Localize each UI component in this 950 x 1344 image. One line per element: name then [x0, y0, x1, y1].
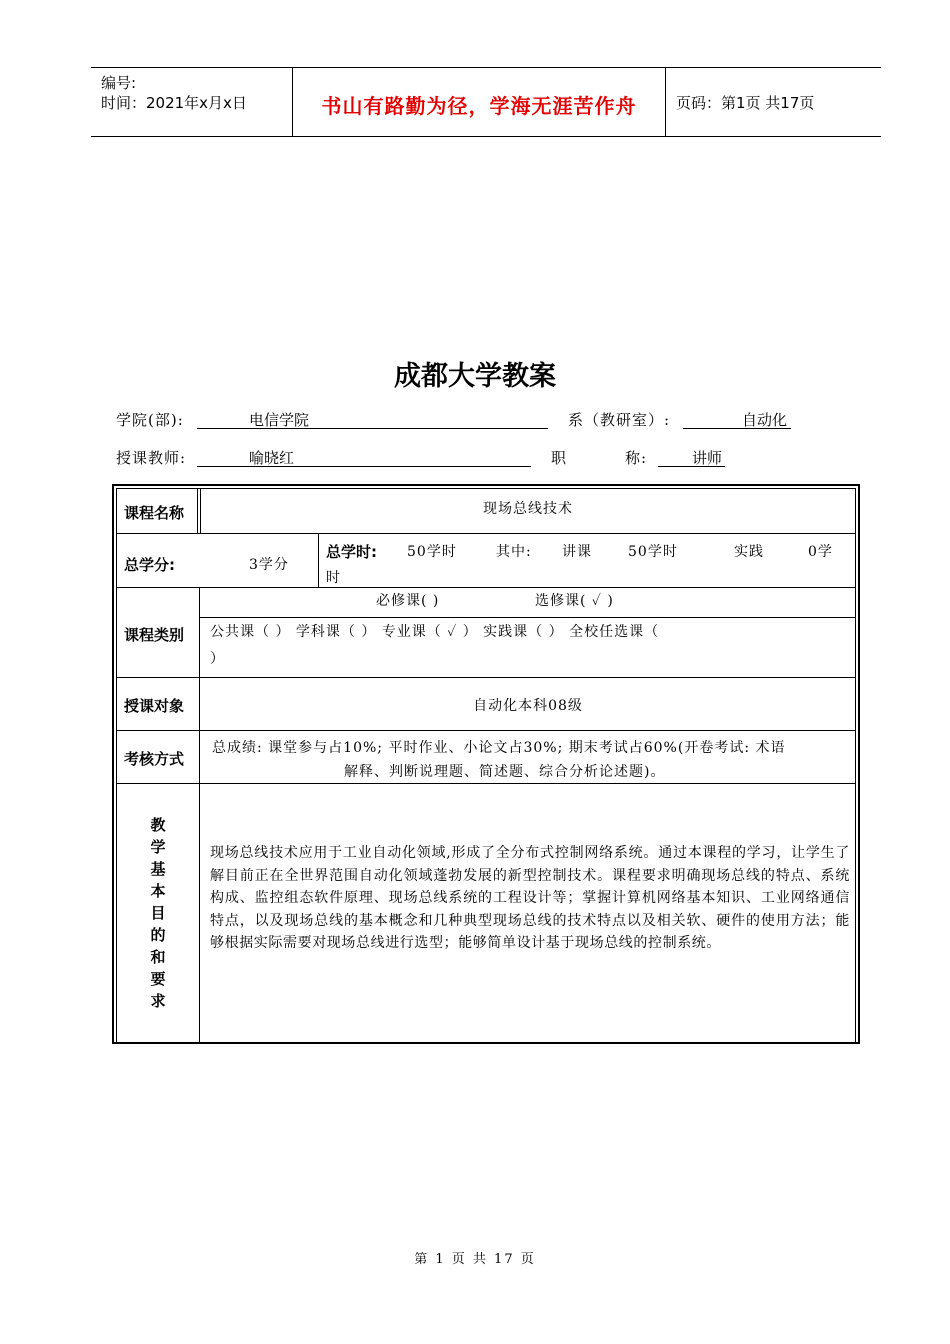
goals-label-char: 求 [150, 992, 166, 1010]
goals-label-char: 要 [150, 970, 166, 988]
goals-label-char: 目 [150, 904, 166, 922]
lecture-value: 50学时 [628, 544, 678, 560]
page-footer: 第 1 页 共 17 页 [414, 1252, 536, 1267]
assessment-line1: 总成绩: 课堂参与占10%; 平时作业、小论文占30%; 期末考试占60%(开卷考试: 术语 [212, 740, 786, 756]
document-title: 成都大学教案 [394, 361, 556, 392]
row-divider [116, 783, 856, 784]
header-number-label: 编号: [101, 74, 137, 92]
practice-value-cont: 时 [326, 570, 341, 586]
goals-text: 现场总线技术应用于工业自动化领域,形成了全分布式控制网络系统。通过本课程的学习，让学生了解目前正在全世界范围自动化领域蓬勃发展的新型控制技术。课程要求明确现场总线的特点、系统构成、监控组态软件原理、现场总线系统的工程设计等；掌握计算机网络基本知识、工业网络通信特点，以及现场总线的基本概念和几种典型现场总线的技术特点以及相关软、硬件的使用方法；能够根据实际需要对现场总线进行选型；能够简单设计基于现场总线的控制系统。 [210, 845, 850, 951]
hours-value: 50学时 [407, 544, 457, 560]
credits-label: 总学分: [124, 556, 175, 574]
goals-label-char: 本 [150, 882, 166, 900]
rank-label-char2: 称: [625, 449, 648, 467]
header-motto: 书山有路勤为径，学海无涯苦作舟 [321, 94, 637, 118]
goals-label [148, 814, 168, 1012]
teacher-field [197, 446, 531, 467]
col-divider [199, 587, 200, 1044]
goals-label-char: 的 [150, 926, 166, 944]
teacher-value: 喻晓红 [249, 449, 295, 467]
rank-value: 讲师 [692, 449, 723, 467]
required-course: 必修课( ) [376, 593, 440, 609]
page-header [91, 67, 881, 137]
audience-label: 授课对象 [124, 697, 185, 715]
course-name-value: 现场总线技术 [483, 501, 573, 517]
assessment-label: 考核方式 [124, 750, 185, 768]
lecture-label: 讲课 [562, 544, 592, 560]
hours-label: 总学时: [326, 543, 377, 561]
audience-value: 自动化本科08级 [473, 698, 583, 714]
course-types-line1: 公共课（ ） 学科课（ ） 专业课（ ✓ ） 实践课（ ） 全校任选课（ [210, 624, 660, 640]
header-meta-cell [91, 68, 293, 136]
credits-value: 3学分 [249, 557, 289, 573]
row-divider [116, 587, 856, 588]
practice-value: 0学 [808, 544, 833, 560]
goals-label-char: 和 [150, 948, 166, 966]
goals-label-char: 学 [150, 838, 166, 856]
col-divider [197, 489, 198, 533]
college-value: 电信学院 [249, 411, 310, 429]
among-label: 其中: [496, 544, 532, 560]
dept-label: 系（教研室）: [568, 411, 671, 429]
practice-label: 实践 [734, 544, 764, 560]
goals-label-char: 教 [150, 816, 166, 834]
header-motto-cell [293, 68, 666, 136]
assessment-line2: 解释、判断说理题、简述题、综合分析论述题)。 [344, 764, 666, 780]
col-divider [318, 533, 319, 587]
row-divider [116, 730, 856, 731]
rank-label-char1: 职 [551, 449, 568, 467]
course-name-label: 课程名称 [124, 504, 185, 522]
elective-course: 选修课( ✓ ) [535, 593, 614, 609]
row-divider [200, 617, 856, 618]
goals-label-char: 基 [150, 860, 166, 878]
rank-field [658, 446, 725, 467]
college-label: 学院(部): [116, 411, 184, 429]
row-divider [116, 533, 856, 534]
teacher-label: 授课教师: [116, 449, 187, 467]
dept-field [683, 408, 791, 429]
dept-value: 自动化 [742, 411, 788, 429]
header-page-cell [666, 68, 881, 136]
header-page-code: 页码：第1页 共17页 [676, 94, 815, 112]
header-time-label: 时间：2021年x月x日 [101, 94, 247, 112]
row-divider [116, 677, 856, 678]
category-label: 课程类别 [124, 626, 185, 644]
college-field [197, 408, 548, 429]
course-types-line2: ） [210, 651, 225, 667]
